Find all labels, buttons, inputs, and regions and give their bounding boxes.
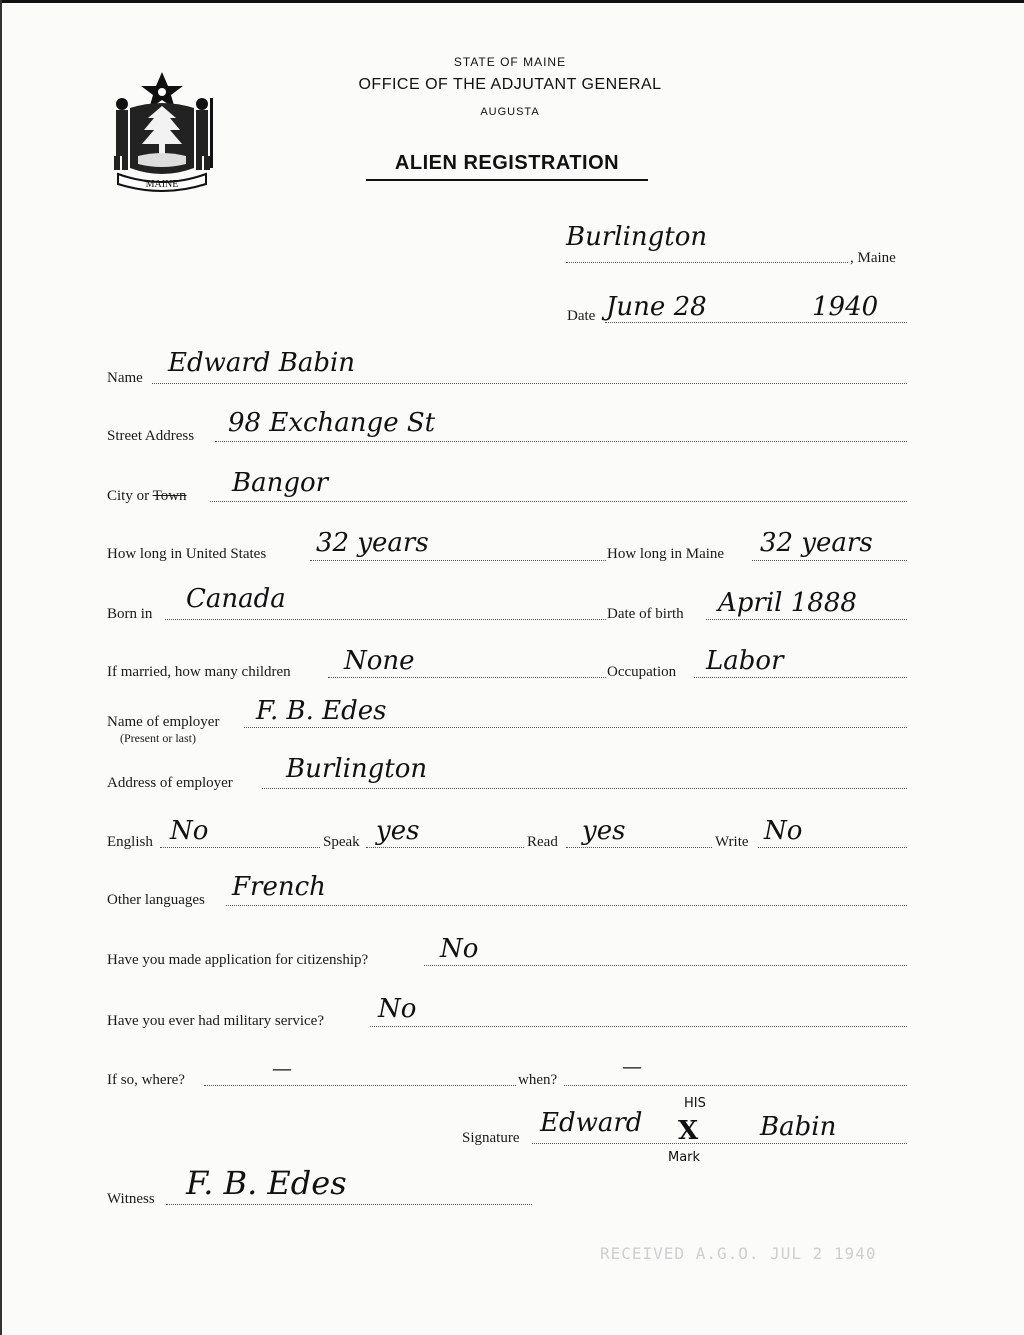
employer-address-value: Burlington: [286, 754, 428, 784]
date-line: [605, 322, 907, 323]
received-stamp: RECEIVED A.G.O. JUL 2 1940: [600, 1244, 877, 1263]
citizenship-label: Have you made application for citizenship?: [107, 952, 369, 968]
name-value: Edward Babin: [168, 348, 356, 378]
date-month-day: June 28: [606, 292, 707, 322]
write-line: [758, 847, 907, 848]
city-value: Bangor: [232, 468, 329, 498]
employer-address-line: [262, 788, 907, 789]
birth-date-line: [706, 619, 907, 620]
military-label: Have you ever had military service?: [107, 1013, 324, 1029]
street-value: 98 Exchange St: [228, 408, 436, 438]
military-value: No: [378, 994, 417, 1024]
signature-mark: X: [678, 1116, 699, 1146]
where-line: [204, 1085, 516, 1086]
when-value: —: [622, 1054, 642, 1078]
read-value: yes: [582, 816, 626, 846]
us-years-value: 32 years: [316, 528, 429, 558]
form-title: ALIEN REGISTRATION: [366, 152, 648, 181]
born-in-value: Canada: [186, 584, 286, 614]
signature-last: Babin: [760, 1112, 837, 1142]
english-label: English: [107, 834, 153, 850]
citizenship-value: No: [440, 934, 479, 964]
employer-sublabel: (Present or last): [120, 731, 196, 745]
us-years-label: How long in United States: [107, 546, 267, 562]
state-seal-icon: [108, 68, 216, 192]
signature-his: HIS: [684, 1096, 706, 1111]
signature-first: Edward: [540, 1108, 643, 1138]
maine-years-label: How long in Maine: [607, 546, 725, 562]
witness-value: F. B. Edes: [186, 1164, 347, 1202]
date-year: 1940: [812, 292, 879, 322]
occupation-value: Labor: [706, 646, 784, 676]
birth-date-value: April 1888: [718, 588, 857, 618]
where-value: —: [272, 1056, 292, 1080]
other-languages-line: [226, 905, 907, 906]
other-languages-label: Other languages: [107, 892, 205, 908]
signature-mark-word: Mark: [668, 1150, 701, 1165]
employer-line: [244, 727, 907, 728]
signature-line: [532, 1143, 907, 1144]
seal-text: MAINE: [145, 179, 179, 190]
witness-line: [166, 1204, 532, 1205]
street-line: [215, 441, 907, 442]
when-label: when?: [518, 1072, 558, 1088]
born-in-label: Born in: [107, 606, 153, 622]
children-line: [328, 677, 606, 678]
occupation-line: [694, 677, 907, 678]
scan-top-edge: [0, 0, 1024, 3]
write-value: No: [764, 816, 803, 846]
date-label: Date: [567, 308, 596, 324]
military-line: [370, 1026, 907, 1027]
city-label-prefix: City or: [107, 488, 150, 504]
children-value: None: [344, 646, 415, 676]
read-line: [566, 847, 712, 848]
english-value: No: [170, 816, 209, 846]
witness-label: Witness: [107, 1191, 155, 1207]
name-line: [152, 383, 907, 384]
header-office: OFFICE OF THE ADJUTANT GENERAL: [358, 76, 662, 93]
children-label: If married, how many children: [107, 664, 291, 680]
place-value: Burlington: [566, 222, 708, 252]
place-suffix: , Maine: [850, 250, 896, 266]
signature-label: Signature: [462, 1130, 520, 1146]
speak-label: Speak: [323, 834, 360, 850]
city-label-struck: Town: [152, 488, 187, 504]
maine-years-value: 32 years: [760, 528, 873, 558]
other-languages-value: French: [232, 872, 326, 902]
write-label: Write: [715, 834, 749, 850]
when-line: [564, 1085, 907, 1086]
name-label: Name: [107, 370, 143, 386]
employer-value: F. B. Edes: [256, 696, 387, 726]
street-label: Street Address: [107, 428, 195, 444]
where-label: If so, where?: [107, 1072, 185, 1088]
english-line: [160, 847, 320, 848]
city-line: [210, 501, 907, 502]
header-city: AUGUSTA: [480, 106, 540, 118]
us-years-line: [310, 560, 606, 561]
born-in-line: [165, 619, 606, 620]
scan-left-edge: [0, 0, 2, 1335]
header-state: STATE OF MAINE: [453, 55, 567, 69]
employer-label: Name of employer: [107, 714, 220, 730]
speak-value: yes: [376, 816, 420, 846]
birth-date-label: Date of birth: [607, 606, 684, 622]
read-label: Read: [527, 834, 558, 850]
speak-line: [366, 847, 524, 848]
maine-years-line: [752, 560, 907, 561]
citizenship-line: [424, 965, 907, 966]
occupation-label: Occupation: [607, 664, 677, 680]
employer-address-label: Address of employer: [107, 775, 233, 791]
place-line: [566, 262, 848, 263]
